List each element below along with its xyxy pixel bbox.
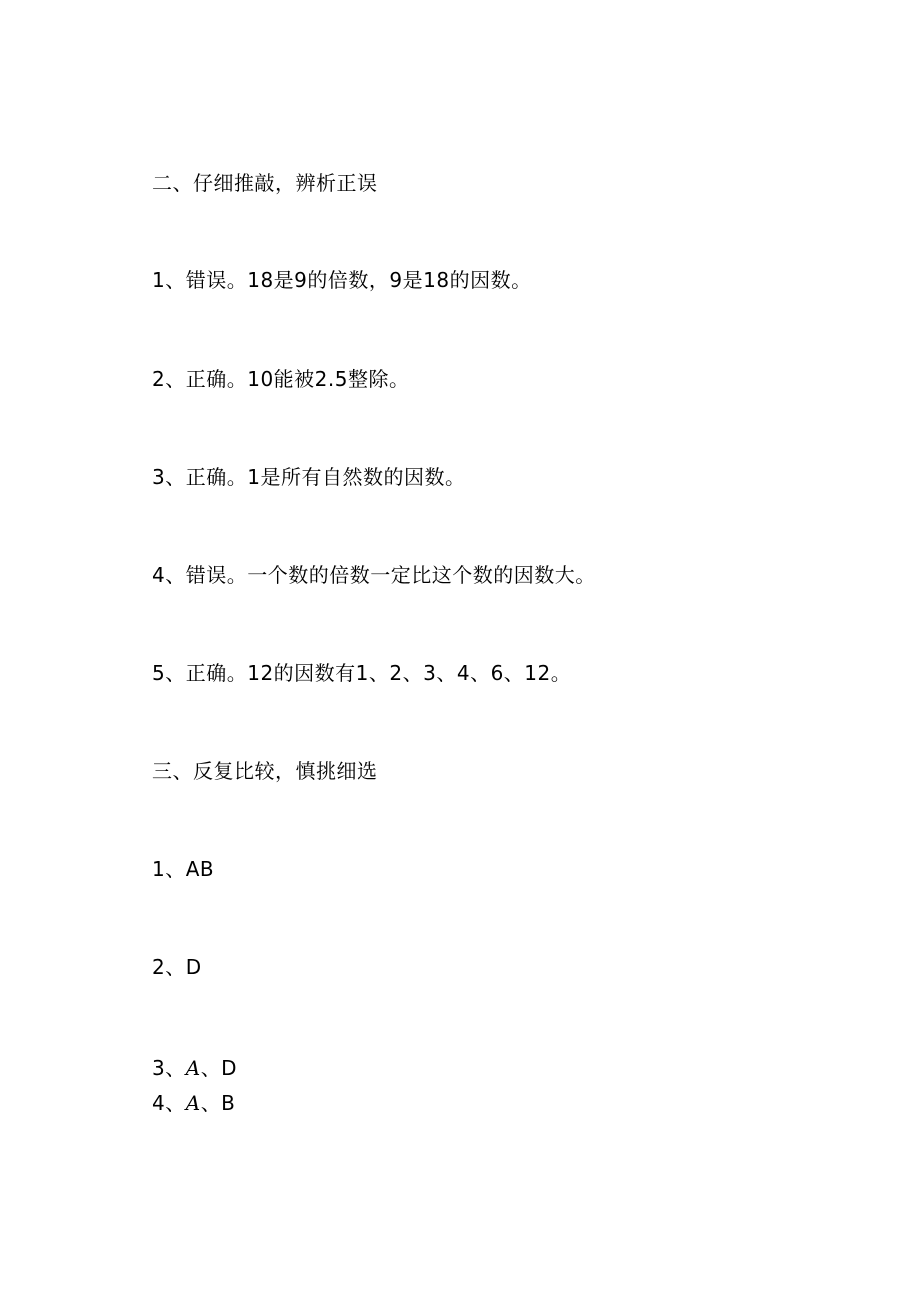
- choice-item-3: [152, 1054, 237, 1082]
- choice-item-4-letter: A: [185, 1091, 201, 1115]
- section-heading-choice: 三、反复比较，慎挑细选: [152, 759, 378, 783]
- judgement-item-3: 3、正确。1是所有自然数的因数。: [152, 465, 466, 489]
- judgement-item-4: 4、错误。一个数的倍数一定比这个数的因数大。: [152, 563, 596, 587]
- judgement-item-5: 5、正确。12的因数有1、2、3、4、6、12。: [152, 661, 572, 685]
- choice-item-1: 1、AB: [152, 857, 215, 881]
- section-heading-judgement: 二、仔细推敲，辨析正误: [152, 171, 378, 195]
- choice-item-3-letter: A: [185, 1056, 201, 1080]
- judgement-item-1: 1、错误。18是9的倍数，9是18的因数。: [152, 268, 532, 292]
- choice-item-3-rest: 、D: [200, 1056, 238, 1080]
- choice-item-2: 2、D: [152, 955, 202, 979]
- choice-item-3-number: 3、: [152, 1056, 186, 1080]
- choice-item-4: [152, 1089, 235, 1117]
- judgement-item-2: 2、正确。10能被2.5整除。: [152, 367, 410, 391]
- choice-item-4-rest: 、B: [200, 1091, 236, 1115]
- choice-item-4-number: 4、: [152, 1091, 186, 1115]
